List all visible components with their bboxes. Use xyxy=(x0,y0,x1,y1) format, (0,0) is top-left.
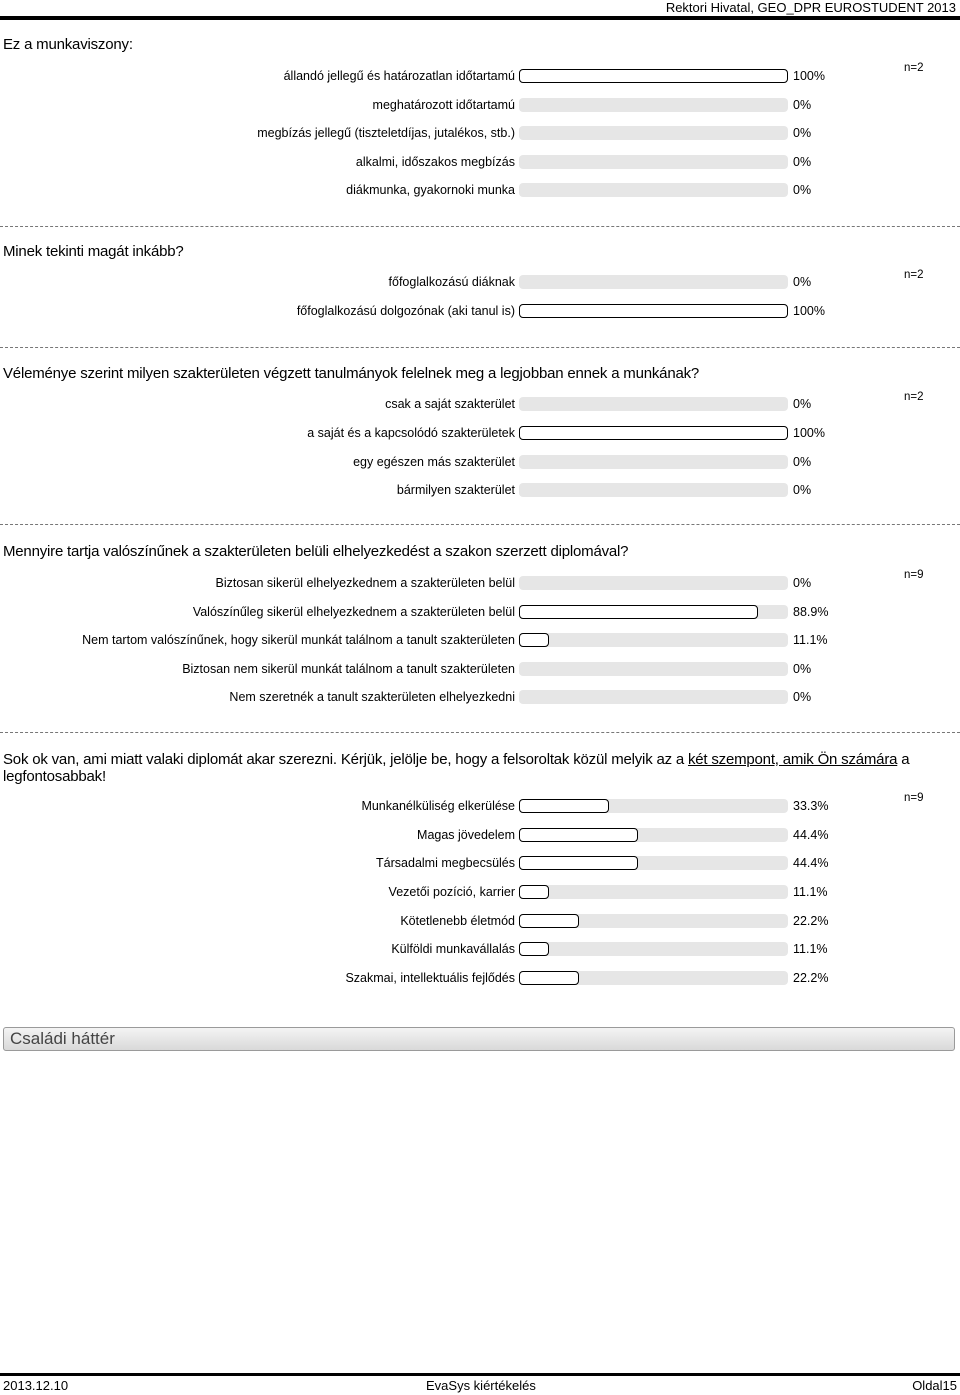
percentage-bar-fill xyxy=(519,885,549,899)
percentage-value: 0% xyxy=(793,455,812,469)
question-separator xyxy=(0,226,960,227)
answer-row xyxy=(0,883,960,903)
question-employment xyxy=(0,36,960,53)
report-header: Rektori Hivatal, GEO_DPR EUROSTUDENT 2013 xyxy=(665,0,956,15)
percentage-value: 11.1% xyxy=(793,885,828,899)
section-title: Családi háttér xyxy=(10,1029,115,1048)
percentage-bar-track xyxy=(519,69,788,83)
answer-row xyxy=(0,826,960,846)
percentage-value: 11.1% xyxy=(793,633,828,647)
answer-label: Nem szeretnék a tanult szakterületen elhelyezkedni xyxy=(229,690,515,704)
percentage-value: 0% xyxy=(793,183,812,197)
answer-row xyxy=(0,302,960,322)
percentage-value: 0% xyxy=(793,98,812,112)
percentage-bar-fill xyxy=(519,633,549,647)
question-separator xyxy=(0,524,960,525)
percentage-bar-track xyxy=(519,275,788,289)
n-count: n=2 xyxy=(904,62,924,74)
percentage-value: 100% xyxy=(793,426,825,440)
percentage-bar-track xyxy=(519,856,788,870)
question-placement-likelihood xyxy=(0,543,960,560)
percentage-value: 100% xyxy=(793,69,825,83)
header-rule xyxy=(0,16,960,20)
answer-label: állandó jellegű és határozatlan időtartamú xyxy=(283,69,515,83)
percentage-bar-fill xyxy=(519,914,579,928)
answer-row xyxy=(0,67,960,87)
percentage-bar-track xyxy=(519,605,788,619)
percentage-bar-fill xyxy=(519,799,609,813)
percentage-value: 0% xyxy=(793,483,812,497)
percentage-bar-track xyxy=(519,576,788,590)
n-count: n=9 xyxy=(904,792,924,804)
percentage-bar-track xyxy=(519,971,788,985)
answer-row xyxy=(0,273,960,293)
percentage-bar-track xyxy=(519,483,788,497)
percentage-bar-track xyxy=(519,455,788,469)
percentage-value: 0% xyxy=(793,690,812,704)
answer-label: főfoglalkozású dolgozónak (aki tanul is) xyxy=(296,304,515,318)
percentage-bar-track xyxy=(519,690,788,704)
percentage-value: 44.4% xyxy=(793,828,829,842)
n-count: n=2 xyxy=(904,269,924,281)
answer-row xyxy=(0,797,960,817)
answer-label: Biztosan nem sikerül munkát találnom a tanult szakterületen xyxy=(182,662,515,676)
question-title: Ez a munkaviszony: xyxy=(3,36,133,53)
answer-label: főfoglalkozású diáknak xyxy=(388,275,515,289)
answer-label: a saját és a kapcsolódó szakterületek xyxy=(307,426,515,440)
percentage-bar-track xyxy=(519,799,788,813)
answer-label: alkalmi, időszakos megbízás xyxy=(355,155,515,169)
percentage-bar-fill xyxy=(519,605,758,619)
percentage-bar-track xyxy=(519,126,788,140)
percentage-value: 44.4% xyxy=(793,856,829,870)
question-title: Mennyire tartja valószínűnek a szakterületen belüli elhelyezkedést a szakon szerzett diplomával? xyxy=(3,543,629,560)
answer-row xyxy=(0,424,960,444)
answer-row xyxy=(0,395,960,415)
percentage-bar-fill xyxy=(519,304,788,318)
answer-row xyxy=(0,96,960,116)
percentage-value: 88.9% xyxy=(793,605,829,619)
percentage-bar-track xyxy=(519,155,788,169)
answer-label: diákmunka, gyakornoki munka xyxy=(346,183,515,197)
question-separator xyxy=(0,347,960,348)
question-title: Minek tekinti magát inkább? xyxy=(3,243,184,260)
answer-label: megbízás jellegű (tiszteletdíjas, jutalékos, stb.) xyxy=(257,126,515,140)
percentage-bar-track xyxy=(519,426,788,440)
percentage-value: 22.2% xyxy=(793,914,829,928)
percentage-bar-fill xyxy=(519,856,638,870)
answer-row xyxy=(0,153,960,173)
answer-row xyxy=(0,181,960,201)
answer-label: egy egészen más szakterület xyxy=(353,455,515,469)
percentage-value: 0% xyxy=(793,126,812,140)
answer-label: Társadalmi megbecsülés xyxy=(376,856,515,870)
percentage-value: 0% xyxy=(793,397,812,411)
percentage-bar-track xyxy=(519,914,788,928)
answer-label: Vezetői pozíció, karrier xyxy=(388,885,515,899)
footer-date: 2013.12.10 xyxy=(3,1378,69,1393)
percentage-value: 100% xyxy=(793,304,825,318)
percentage-bar-track xyxy=(519,183,788,197)
percentage-value: 0% xyxy=(793,662,812,676)
answer-label: Munkanélküliség elkerülése xyxy=(361,799,515,813)
answer-label: bármilyen szakterület xyxy=(396,483,515,497)
footer-app: EvaSys kiértékelés xyxy=(426,1378,536,1393)
n-count: n=9 xyxy=(904,569,924,581)
percentage-bar-track xyxy=(519,304,788,318)
percentage-bar-fill xyxy=(519,971,579,985)
answer-label: Biztosan sikerül elhelyezkednem a szakterületen belül xyxy=(215,576,515,590)
percentage-bar-fill xyxy=(519,942,549,956)
percentage-bar-track xyxy=(519,885,788,899)
percentage-value: 0% xyxy=(793,155,812,169)
percentage-bar-track xyxy=(519,662,788,676)
percentage-value: 22.2% xyxy=(793,971,829,985)
percentage-bar-track xyxy=(519,633,788,647)
question-title: Sok ok van, ami miatt valaki diplomát akar szerezni. Kérjük, jelölje be, hogy a felsoroltak közül melyik az a két szempont, amik Ön számára a legfontosabbak! xyxy=(3,751,910,785)
answer-row xyxy=(0,940,960,960)
percentage-bar-fill xyxy=(519,828,638,842)
question-title: Véleménye szerint milyen szakterületen végzett tanulmányok felelnek meg a legjobban ennek a munkának? xyxy=(3,365,700,382)
answer-label: Valószínűleg sikerül elhelyezkednem a szakterületen belül xyxy=(192,605,515,619)
percentage-bar-track xyxy=(519,98,788,112)
answer-row xyxy=(0,912,960,932)
percentage-value: 33.3% xyxy=(793,799,829,813)
answer-row xyxy=(0,603,960,623)
percentage-value: 11.1% xyxy=(793,942,828,956)
percentage-bar-track xyxy=(519,828,788,842)
question-degree-reasons xyxy=(0,751,960,785)
question-separator xyxy=(0,732,960,733)
answer-label: Nem tartom valószínűnek, hogy sikerül munkát találnom a tanult szakterületen xyxy=(82,633,515,647)
question-field-match xyxy=(0,365,960,382)
answer-label: Külföldi munkavállalás xyxy=(391,942,515,956)
percentage-value: 0% xyxy=(793,275,812,289)
n-count: n=2 xyxy=(904,391,924,403)
answer-row xyxy=(0,631,960,651)
question-self-view xyxy=(0,243,960,260)
percentage-bar-fill xyxy=(519,426,788,440)
answer-label: meghatározott időtartamú xyxy=(372,98,515,112)
section-header xyxy=(3,1027,955,1051)
answer-row xyxy=(0,854,960,874)
answer-row xyxy=(0,969,960,989)
answer-row xyxy=(0,481,960,501)
percentage-bar-track xyxy=(519,942,788,956)
percentage-bar-fill xyxy=(519,69,788,83)
answer-row xyxy=(0,453,960,473)
answer-label: csak a saját szakterület xyxy=(385,397,515,411)
answer-label: Kötetlenebb életmód xyxy=(400,914,515,928)
answer-row xyxy=(0,124,960,144)
percentage-bar-track xyxy=(519,397,788,411)
answer-row xyxy=(0,660,960,680)
answer-row xyxy=(0,688,960,708)
answer-label: Magas jövedelem xyxy=(417,828,515,842)
answer-row xyxy=(0,574,960,594)
footer-rule xyxy=(0,1373,960,1376)
answer-label: Szakmai, intellektuális fejlődés xyxy=(345,971,515,985)
footer-page: Oldal15 xyxy=(912,1378,957,1393)
percentage-value: 0% xyxy=(793,576,812,590)
